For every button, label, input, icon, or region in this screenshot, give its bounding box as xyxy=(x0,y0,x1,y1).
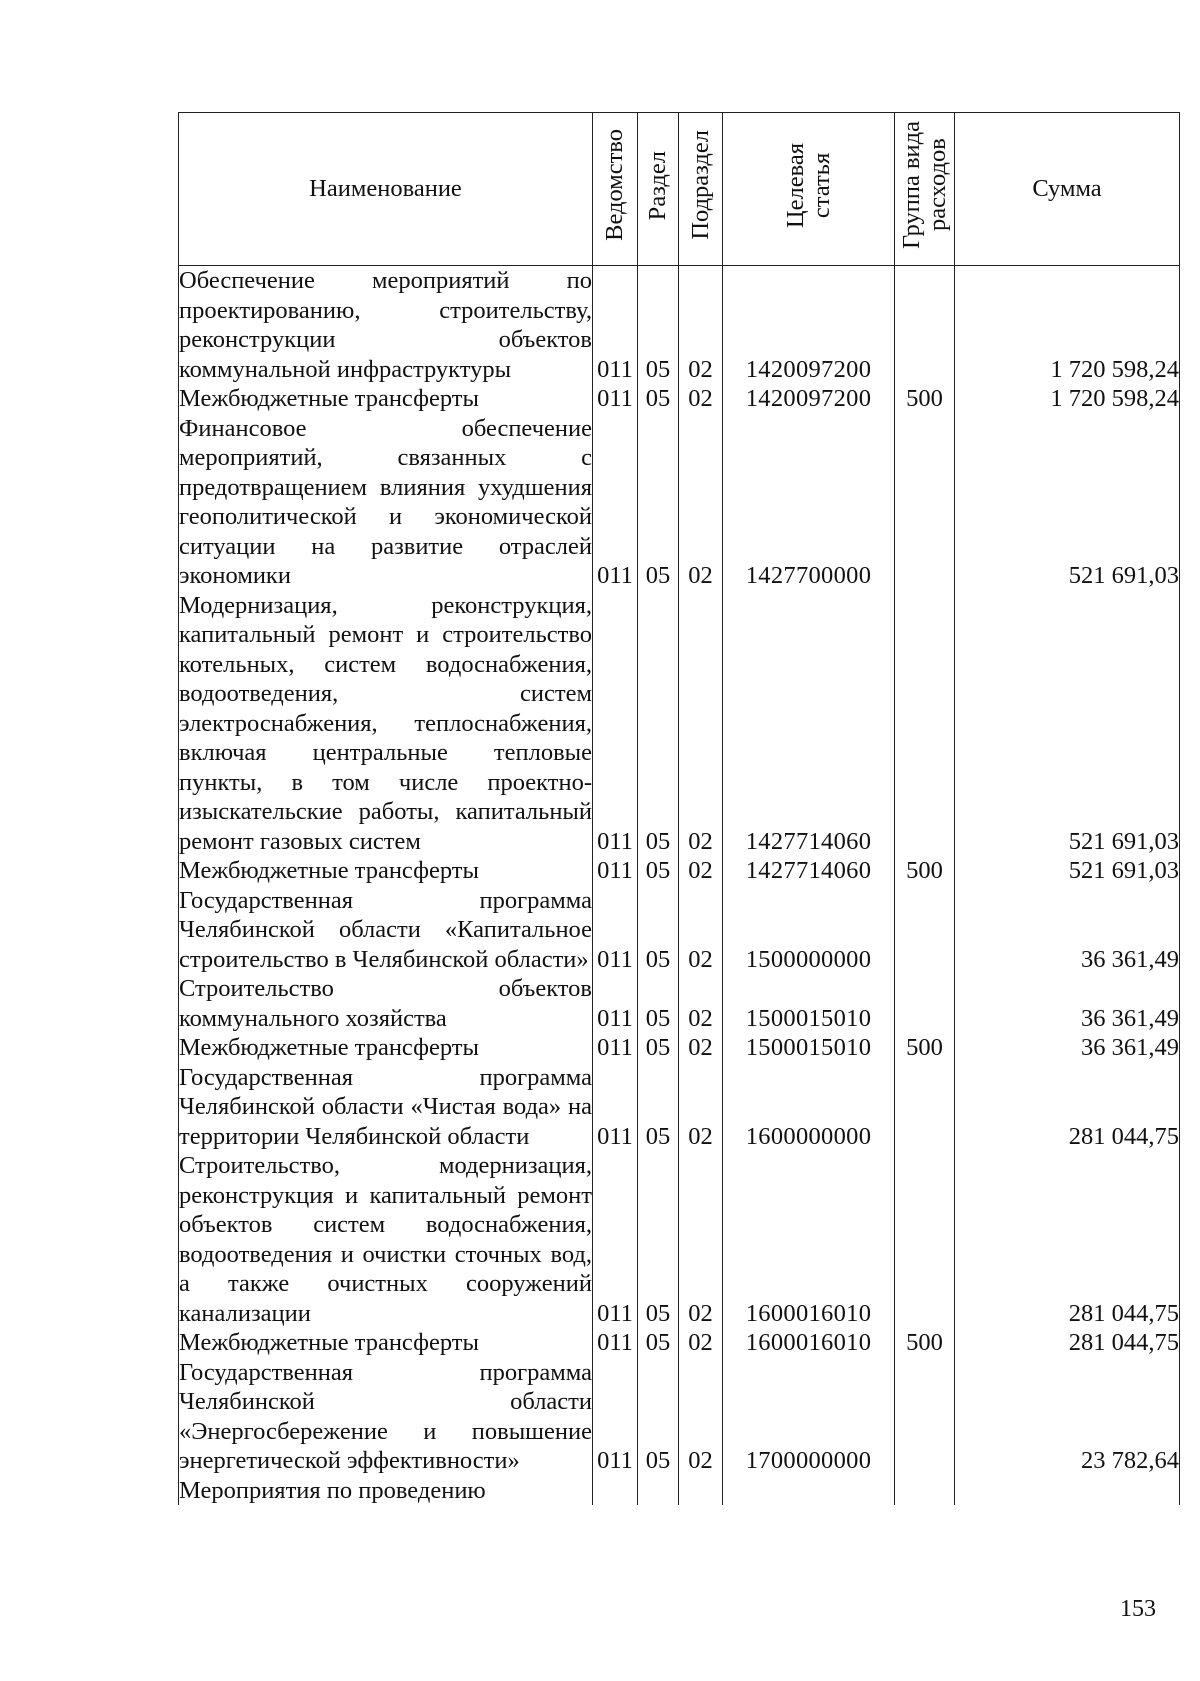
row-section: 05 xyxy=(638,974,679,1033)
row-name: Государственная программа Челябинской области «Энергосбережение и повышение энергетической эффективности» xyxy=(179,1358,592,1474)
table-row xyxy=(179,414,1180,591)
row-expense-group: 500 xyxy=(895,384,955,414)
row-target-article: 1600016010 xyxy=(723,1151,895,1328)
row-expense-group xyxy=(895,1358,955,1476)
table-row xyxy=(179,266,1180,385)
row-expense-group: 500 xyxy=(895,856,955,886)
table-row xyxy=(179,886,1180,975)
row-name: Межбюджетные трансферты xyxy=(179,384,593,414)
row-amount: 23 782,64 xyxy=(955,1358,1180,1476)
row-expense-group xyxy=(895,1151,955,1328)
header-section: Раздел xyxy=(638,113,679,266)
table-row xyxy=(179,856,1180,886)
header-subsection: Подраздел xyxy=(679,113,723,266)
row-section: 05 xyxy=(638,1063,679,1152)
header-name: Наименование xyxy=(179,113,593,266)
row-name: Государственная программа Челябинской области «Чистая вода» на территории Челябинской области xyxy=(179,1063,592,1150)
row-target-article xyxy=(723,1476,895,1506)
row-department: 011 xyxy=(593,886,638,975)
table-row xyxy=(179,591,1180,857)
row-name: Модернизация, реконструкция, капитальный ремонт и строительство котельных, систем водоснабжения, водоотведения, систем электроснабжения, теплоснабжения, включая центральные тепловые пункты, в том числе проектно-изыскательские работы, капитальный ремонт газовых систем xyxy=(179,591,592,855)
row-amount: 521 691,03 xyxy=(955,591,1180,857)
row-expense-group xyxy=(895,1476,955,1506)
row-amount: 1 720 598,24 xyxy=(955,384,1180,414)
table-row xyxy=(179,1328,1180,1358)
row-department: 011 xyxy=(593,1328,638,1358)
row-expense-group xyxy=(895,974,955,1033)
row-amount: 281 044,75 xyxy=(955,1328,1180,1358)
row-section: 05 xyxy=(638,1328,679,1358)
row-department: 011 xyxy=(593,384,638,414)
row-name: Мероприятия по проведению xyxy=(179,1476,593,1506)
row-target-article: 1500015010 xyxy=(723,1033,895,1063)
row-expense-group: 500 xyxy=(895,1033,955,1063)
row-target-article: 1427714060 xyxy=(723,856,895,886)
row-subsection: 02 xyxy=(679,1151,723,1328)
row-name: Государственная программа Челябинской области «Капитальное строительство в Челябинской области» xyxy=(179,886,592,973)
row-section: 05 xyxy=(638,886,679,975)
row-subsection: 02 xyxy=(679,591,723,857)
row-name: Межбюджетные трансферты xyxy=(179,1033,593,1063)
table-row xyxy=(179,974,1180,1033)
row-subsection: 02 xyxy=(679,856,723,886)
row-name: Финансовое обеспечение мероприятий, связанных с предотвращением влияния ухудшения геополитической и экономической ситуации на развитие отраслей экономики xyxy=(179,414,592,589)
row-amount: 36 361,49 xyxy=(955,1033,1180,1063)
row-subsection: 02 xyxy=(679,1328,723,1358)
row-subsection: 02 xyxy=(679,266,723,385)
row-name: Строительство объектов коммунального хозяйства xyxy=(179,975,592,1032)
row-department: 011 xyxy=(593,266,638,385)
row-target-article: 1427700000 xyxy=(723,414,895,591)
table-row xyxy=(179,1033,1180,1063)
row-expense-group xyxy=(895,266,955,385)
row-subsection: 02 xyxy=(679,1358,723,1476)
row-target-article: 1500015010 xyxy=(723,974,895,1033)
table-header xyxy=(179,113,1180,266)
table-body xyxy=(179,266,1180,1506)
table-row xyxy=(179,1151,1180,1328)
row-target-article: 1600000000 xyxy=(723,1063,895,1152)
row-department: 011 xyxy=(593,1063,638,1152)
row-section: 05 xyxy=(638,1151,679,1328)
row-subsection: 02 xyxy=(679,1033,723,1063)
row-department: 011 xyxy=(593,1033,638,1063)
row-target-article: 1500000000 xyxy=(723,886,895,975)
row-target-article: 1427714060 xyxy=(723,591,895,857)
row-section xyxy=(638,1476,679,1506)
row-expense-group xyxy=(895,414,955,591)
row-amount: 281 044,75 xyxy=(955,1151,1180,1328)
row-section: 05 xyxy=(638,856,679,886)
row-section: 05 xyxy=(638,266,679,385)
row-amount: 1 720 598,24 xyxy=(955,266,1180,385)
row-expense-group xyxy=(895,886,955,975)
row-subsection: 02 xyxy=(679,1063,723,1152)
header-target-article: Целевая статья xyxy=(723,113,895,266)
row-amount: 36 361,49 xyxy=(955,886,1180,975)
row-department: 011 xyxy=(593,1358,638,1476)
row-department: 011 xyxy=(593,1151,638,1328)
row-amount: 521 691,03 xyxy=(955,414,1180,591)
row-department: 011 xyxy=(593,414,638,591)
page-number: 153 xyxy=(1120,1596,1156,1622)
row-target-article: 1700000000 xyxy=(723,1358,895,1476)
row-department: 011 xyxy=(593,974,638,1033)
table-row xyxy=(179,1476,1180,1506)
header-amount: Сумма xyxy=(955,113,1180,266)
row-amount: 281 044,75 xyxy=(955,1063,1180,1152)
row-name: Обеспечение мероприятий по проектированию, строительству, реконструкции объектов коммунальной инфраструктуры xyxy=(179,267,592,383)
row-expense-group xyxy=(895,1063,955,1152)
row-subsection: 02 xyxy=(679,974,723,1033)
row-expense-group xyxy=(895,591,955,857)
budget-table xyxy=(178,112,1180,1505)
table-row xyxy=(179,1063,1180,1152)
row-department: 011 xyxy=(593,591,638,857)
row-department: 011 xyxy=(593,856,638,886)
row-section: 05 xyxy=(638,414,679,591)
row-subsection: 02 xyxy=(679,384,723,414)
row-amount: 36 361,49 xyxy=(955,974,1180,1033)
row-target-article: 1420097200 xyxy=(723,384,895,414)
row-section: 05 xyxy=(638,1358,679,1476)
row-section: 05 xyxy=(638,384,679,414)
row-subsection: 02 xyxy=(679,414,723,591)
row-name: Строительство, модернизация, реконструкция и капитальный ремонт объектов систем водоснабжения, водоотведения и очистки сточных вод, а также очистных сооружений канализации xyxy=(179,1152,592,1327)
row-amount: 521 691,03 xyxy=(955,856,1180,886)
table-row xyxy=(179,1358,1180,1476)
header-expense-group: Группа вида расходов xyxy=(895,113,955,266)
header-department: Ведомство xyxy=(593,113,638,266)
row-subsection: 02 xyxy=(679,886,723,975)
row-department xyxy=(593,1476,638,1506)
row-target-article: 1600016010 xyxy=(723,1328,895,1358)
row-expense-group: 500 xyxy=(895,1328,955,1358)
row-section: 05 xyxy=(638,1033,679,1063)
row-amount xyxy=(955,1476,1180,1506)
table-row xyxy=(179,384,1180,414)
row-name: Межбюджетные трансферты xyxy=(179,1328,593,1358)
row-section: 05 xyxy=(638,591,679,857)
row-target-article: 1420097200 xyxy=(723,266,895,385)
row-name: Межбюджетные трансферты xyxy=(179,856,593,886)
row-subsection xyxy=(679,1476,723,1506)
